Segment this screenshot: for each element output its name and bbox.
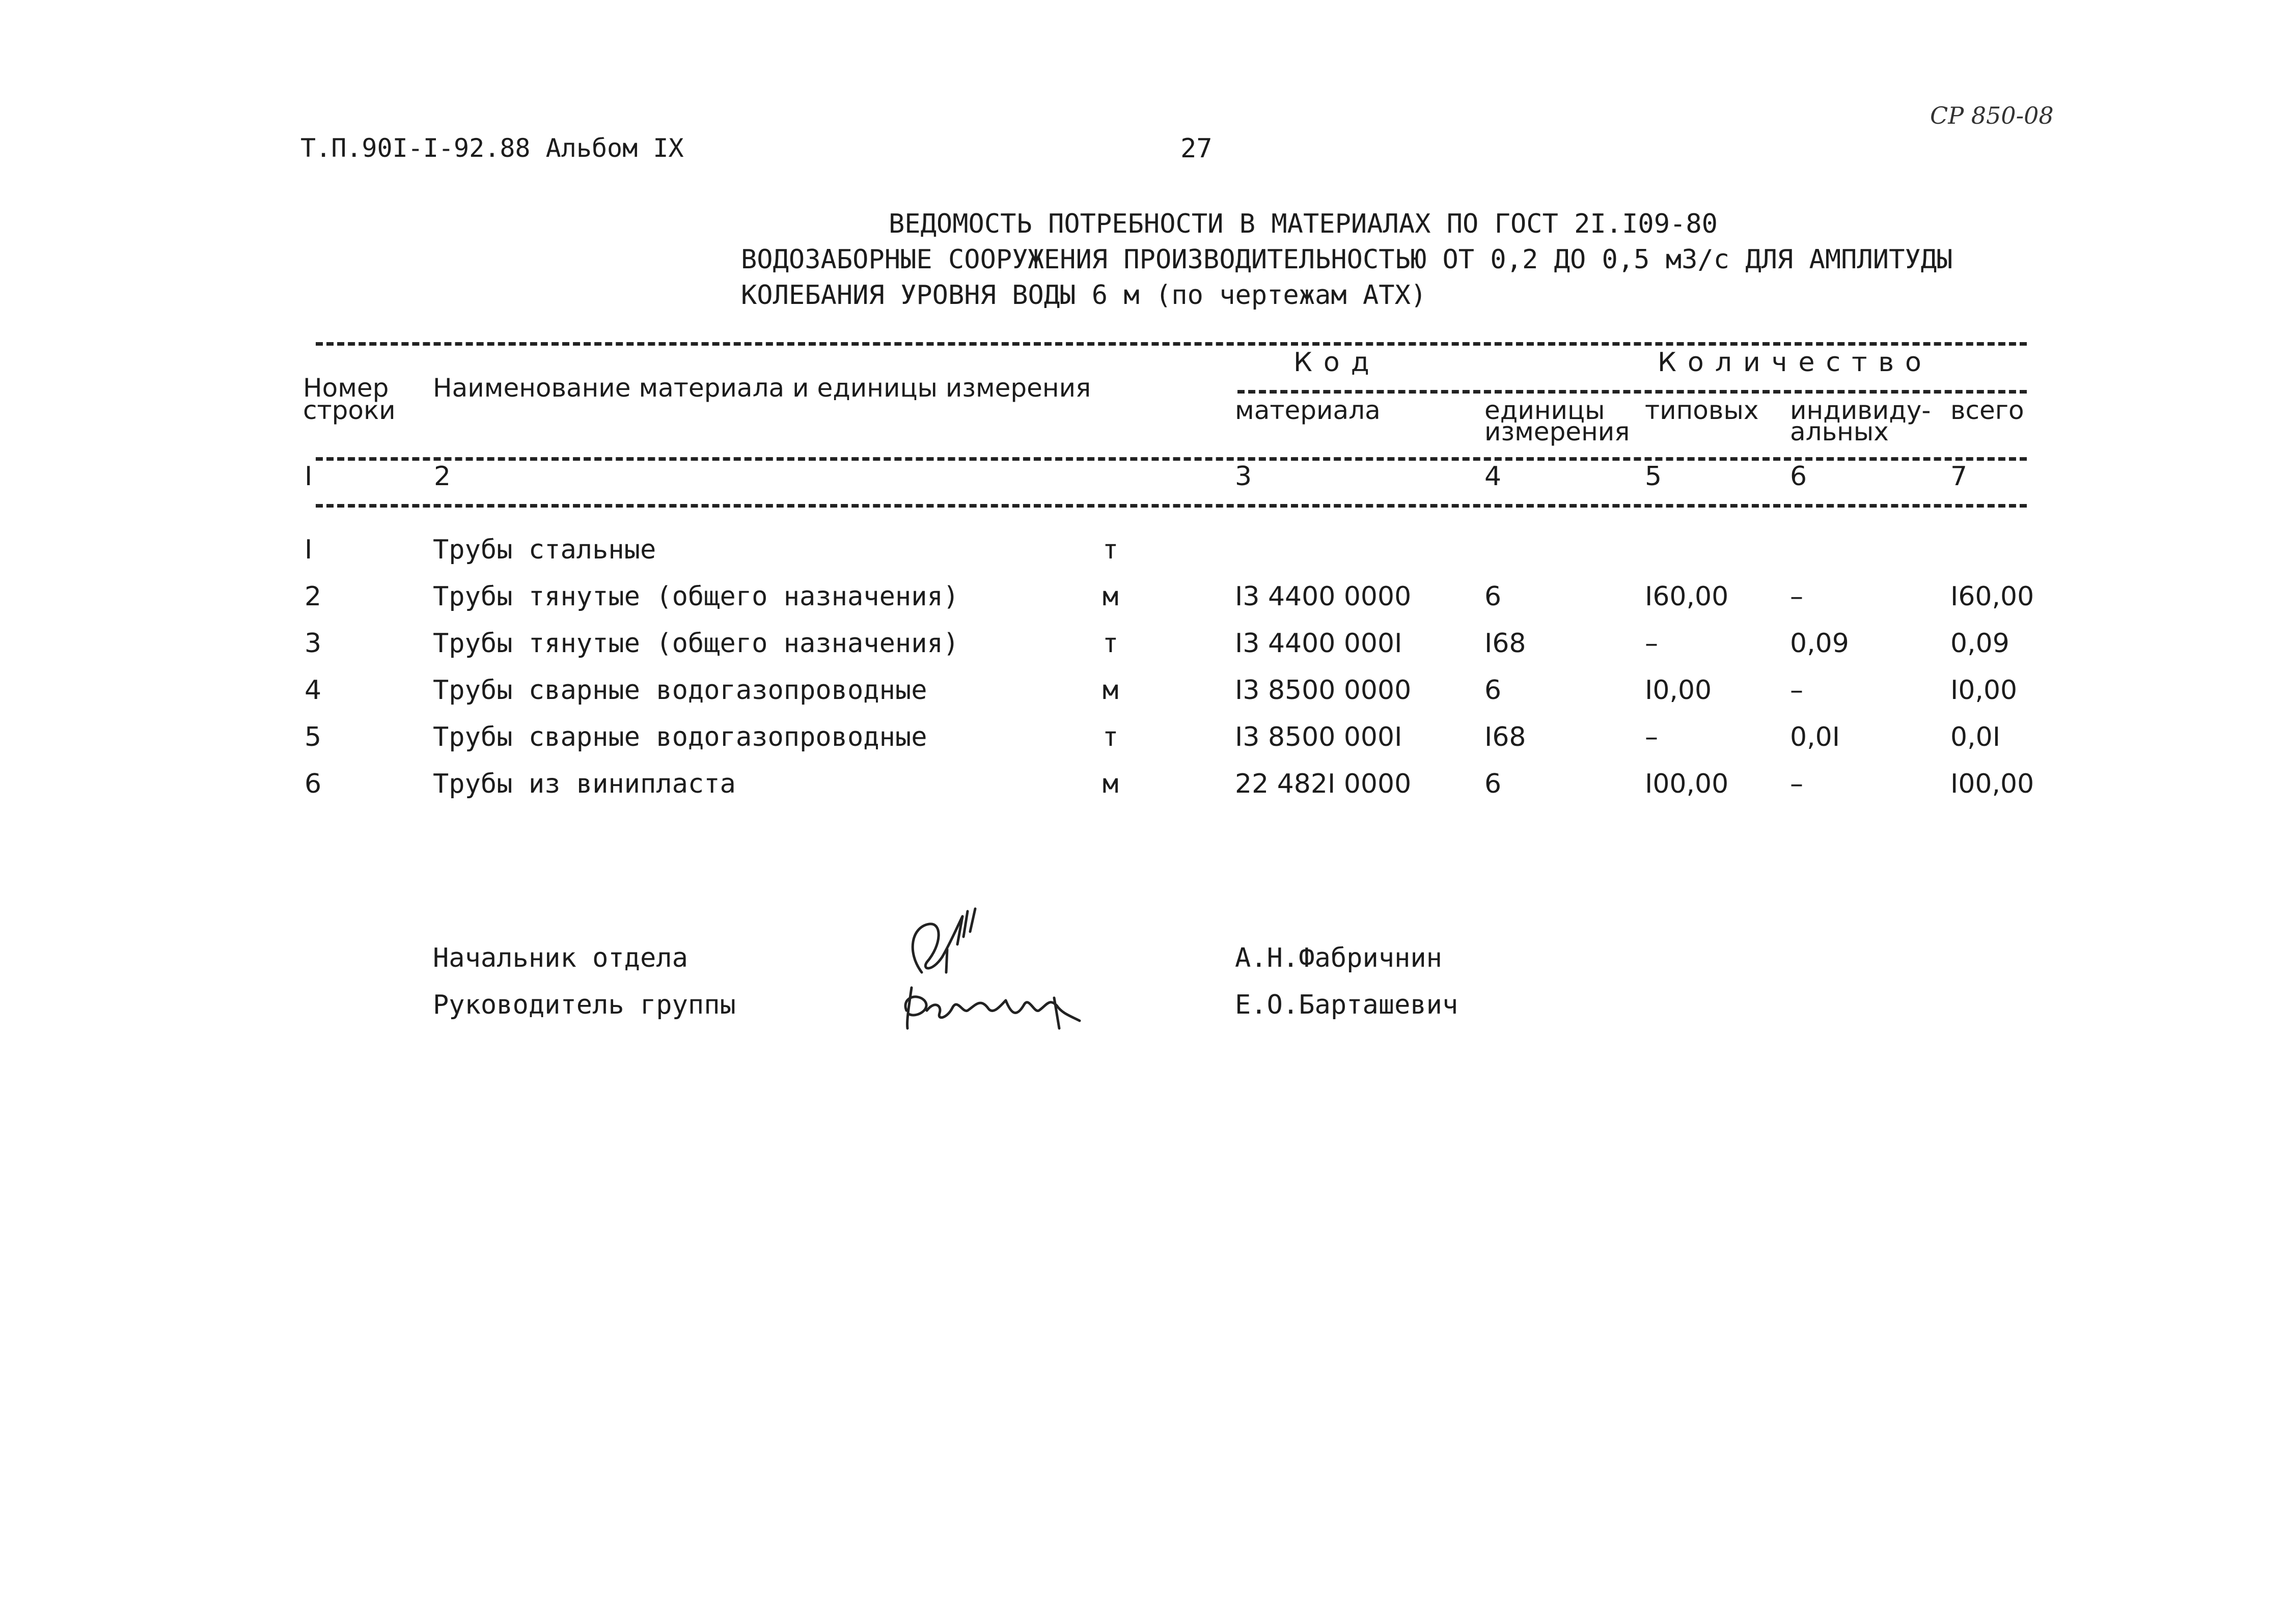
- header-unit-1: единицы: [1484, 396, 1605, 425]
- unit: м: [1103, 581, 1119, 612]
- typical-qty: I60,00: [1645, 581, 1729, 612]
- material-code: I3 8500 000I: [1235, 722, 1402, 752]
- header-name: Наименование материала и единицы измерения: [433, 373, 1091, 403]
- role-head-of-department: Начальник отдела: [433, 943, 688, 973]
- header-material: материала: [1235, 396, 1381, 425]
- typical-qty: –: [1645, 628, 1658, 659]
- column-number-1: I: [305, 461, 313, 492]
- typical-qty: I0,00: [1645, 675, 1712, 706]
- individual-qty: –: [1790, 769, 1803, 799]
- unit: м: [1103, 675, 1119, 706]
- material-name: Трубы стальные: [433, 535, 656, 565]
- header-total: всего: [1950, 396, 2024, 425]
- material-code: I3 4400 000I: [1235, 628, 1402, 659]
- header-mid-rule: [1237, 390, 2027, 394]
- title-line-1: ВЕДОМОСТЬ ПОТРЕБНОСТИ В МАТЕРИАЛАХ ПО ГОСТ 2I.I09-80: [889, 209, 1718, 239]
- typical-qty: I00,00: [1645, 769, 1729, 799]
- role-group-leader: Руководитель группы: [433, 990, 736, 1020]
- unit-code: 6: [1484, 675, 1502, 706]
- row-number: 2: [305, 581, 322, 612]
- total-qty: I00,00: [1950, 769, 2034, 799]
- unit: т: [1103, 535, 1119, 565]
- column-number-4: 4: [1484, 461, 1502, 492]
- name-group-leader: Е.О.Барташевич: [1235, 990, 1458, 1020]
- column-number-6: 6: [1790, 461, 1807, 492]
- individual-qty: 0,09: [1790, 628, 1849, 659]
- material-name: Трубы сварные водогазопроводные: [433, 675, 927, 706]
- individual-qty: –: [1790, 675, 1803, 706]
- document-reference: Т.П.90I-I-92.88 Альбом IX: [300, 133, 684, 163]
- material-name: Трубы сварные водогазопроводные: [433, 722, 927, 752]
- material-name: Трубы тянутые (общего назначения): [433, 628, 959, 659]
- material-name: Трубы из винипласта: [433, 769, 736, 799]
- header-unit-2: измерения: [1484, 417, 1630, 446]
- header-typical: типовых: [1645, 396, 1759, 425]
- row-number: 6: [305, 769, 322, 799]
- unit-code: 6: [1484, 581, 1502, 612]
- unit: т: [1103, 722, 1119, 752]
- unit: т: [1103, 628, 1119, 659]
- unit: м: [1103, 769, 1119, 799]
- typical-qty: –: [1645, 722, 1658, 752]
- header-code-group: Код: [1293, 347, 1381, 378]
- total-qty: 0,09: [1950, 628, 2009, 659]
- header-bottom-rule: [316, 457, 2027, 461]
- column-number-3: 3: [1235, 461, 1252, 492]
- material-code: I3 4400 0000: [1235, 581, 1412, 612]
- row-number: 4: [305, 675, 322, 706]
- material-name: Трубы тянутые (общего назначения): [433, 581, 959, 612]
- unit-code: I68: [1484, 628, 1526, 659]
- unit-code: I68: [1484, 722, 1526, 752]
- table-top-rule: [316, 342, 2027, 346]
- column-number-7: 7: [1950, 461, 1968, 492]
- total-qty: I0,00: [1950, 675, 2018, 706]
- column-numbers-rule: [316, 504, 2027, 508]
- individual-qty: –: [1790, 581, 1803, 612]
- handwritten-signature: [886, 896, 1100, 1049]
- name-head-of-department: А.Н.Фабричнин: [1235, 943, 1442, 973]
- unit-code: 6: [1484, 769, 1502, 799]
- header-quantity-group: Количество: [1658, 347, 1933, 378]
- column-number-5: 5: [1645, 461, 1662, 492]
- row-number: 5: [305, 722, 322, 752]
- archive-code: СР 850-08: [1930, 102, 2054, 129]
- material-code: 22 482I 0000: [1235, 769, 1412, 799]
- page-number: 27: [1180, 133, 1213, 164]
- total-qty: I60,00: [1950, 581, 2034, 612]
- header-row-number-2: строки: [303, 396, 396, 425]
- column-number-2: 2: [434, 461, 451, 492]
- header-individual-1: индивиду-: [1790, 396, 1931, 425]
- row-number: I: [305, 535, 313, 565]
- total-qty: 0,0I: [1950, 722, 2001, 752]
- title-line-2: ВОДОЗАБОРНЫЕ СООРУЖЕНИЯ ПРОИЗВОДИТЕЛЬНОСТЬЮ ОТ 0,2 ДО 0,5 м3/с ДЛЯ АМПЛИТУДЫ: [741, 244, 1953, 275]
- material-code: I3 8500 0000: [1235, 675, 1412, 706]
- row-number: 3: [305, 628, 322, 659]
- header-row-number-1: Номер: [303, 373, 389, 403]
- title-line-3: КОЛЕБАНИЯ УРОВНЯ ВОДЫ 6 м (по чертежам АТХ): [741, 280, 1427, 311]
- individual-qty: 0,0I: [1790, 722, 1840, 752]
- header-individual-2: альных: [1790, 417, 1889, 446]
